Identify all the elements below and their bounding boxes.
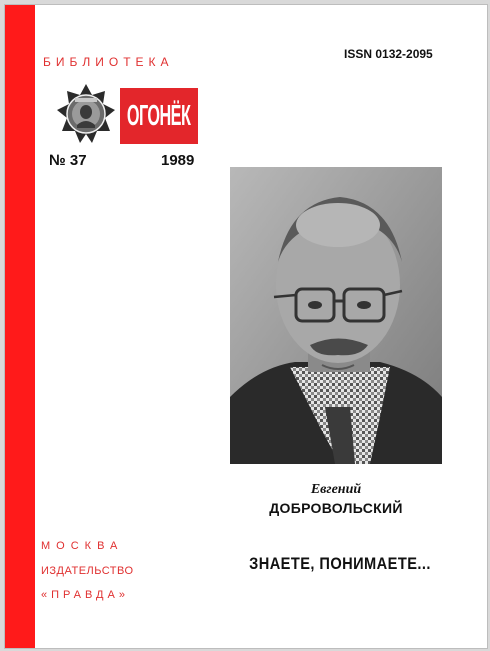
lenin-order-medal-icon: [55, 83, 117, 145]
ogonek-logo: [120, 88, 198, 144]
issn-label: ISSN 0132-2095: [344, 47, 433, 61]
author-portrait: [230, 167, 442, 464]
series-label: БИБЛИОТЕКА: [43, 55, 174, 69]
publisher-label: ИЗДАТЕЛЬСТВО: [41, 565, 134, 577]
book-title: ЗНАЕТЕ, ПОНИМАЕТЕ...: [249, 554, 431, 573]
author-first-name: Евгений: [310, 482, 362, 497]
logo-text: ОГОНЁК: [127, 99, 191, 132]
publisher-city: МОСКВА: [41, 540, 124, 552]
publisher-name: «ПРАВДА»: [41, 589, 129, 601]
red-spine-stripe: [5, 5, 35, 648]
book-cover: [4, 4, 488, 649]
author-last-name: ДОБРОВОЛЬСКИЙ: [269, 500, 403, 516]
issue-year: 1989: [161, 152, 195, 169]
issue-number: № 37: [49, 152, 87, 169]
